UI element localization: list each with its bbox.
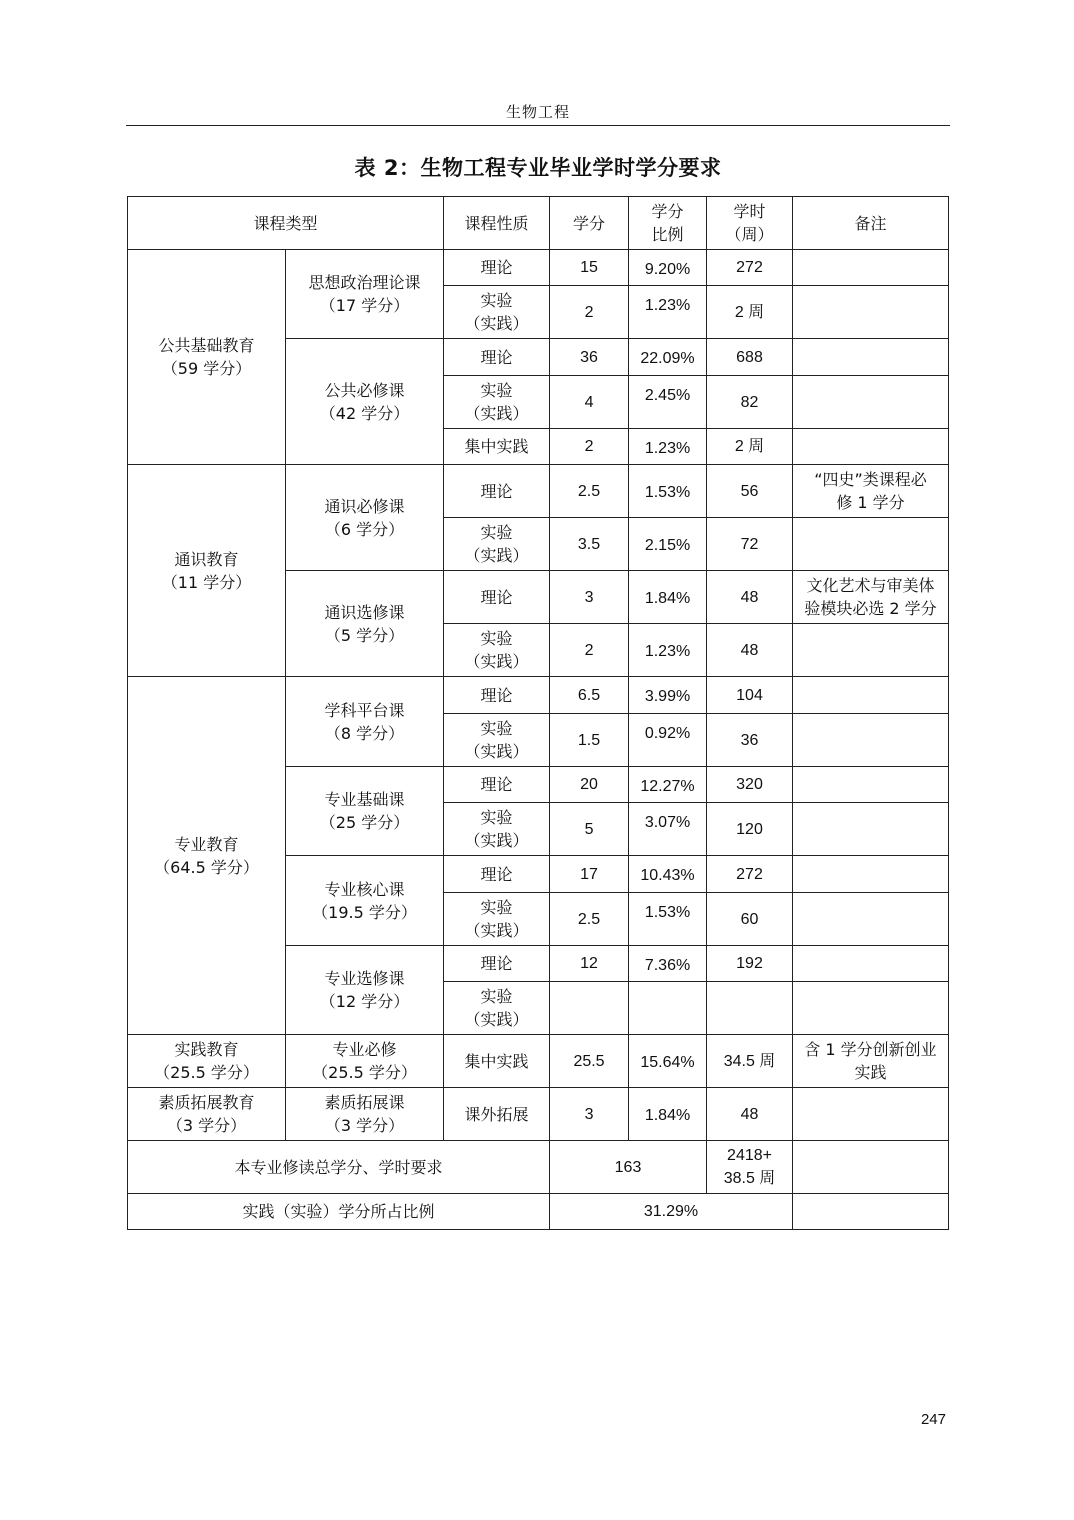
subcategory-practice-required: 专业必修 （25.5 学分）	[286, 1035, 444, 1088]
ratio-cell: 1.84%	[629, 1088, 707, 1141]
running-head: 生物工程	[505, 103, 570, 121]
remarks-cell	[793, 1141, 949, 1194]
remarks-cell: “四史”类课程必 修 1 学分	[793, 465, 949, 518]
subcategory-general-elective: 通识选修课 （5 学分）	[286, 571, 444, 677]
hours-cell: 320	[707, 767, 793, 803]
ratio-cell: 2.15%	[629, 518, 707, 571]
ratio-cell: 1.23%	[629, 429, 707, 465]
hours-cell: 192	[707, 946, 793, 982]
remarks-cell	[793, 250, 949, 286]
credits-cell: 2.5	[550, 893, 629, 946]
ratio-cell: 3.07%	[629, 803, 707, 856]
ratio-cell: 0.92%	[629, 714, 707, 767]
ratio-cell: 2.45%	[629, 376, 707, 429]
ratio-cell: 1.53%	[629, 465, 707, 518]
hours-cell: 688	[707, 339, 793, 376]
remarks-cell	[793, 803, 949, 856]
hours-cell: 2 周	[707, 429, 793, 465]
credit-requirements-table	[127, 196, 949, 1230]
remarks-cell	[793, 518, 949, 571]
credits-cell: 3	[550, 571, 629, 624]
page-number: 247	[920, 1411, 946, 1428]
practice-ratio-value: 31.29%	[550, 1194, 793, 1230]
table-row	[128, 1088, 949, 1141]
hours-cell: 48	[707, 1088, 793, 1141]
remarks-cell	[793, 677, 949, 714]
ratio-cell: 12.27%	[629, 767, 707, 803]
header-credits: 学分	[550, 197, 629, 250]
hours-cell	[707, 982, 793, 1035]
hours-cell: 56	[707, 465, 793, 518]
nature-cell: 实验 （实践）	[444, 286, 550, 339]
header-hours: 学时 （周）	[707, 197, 793, 250]
nature-cell: 课外拓展	[444, 1088, 550, 1141]
header-rule	[126, 125, 950, 126]
header-credit-ratio: 学分 比例	[629, 197, 707, 250]
remarks-cell	[793, 624, 949, 677]
remarks-cell	[793, 714, 949, 767]
nature-cell: 集中实践	[444, 429, 550, 465]
ratio-cell: 1.84%	[629, 571, 707, 624]
nature-cell: 理论	[444, 856, 550, 893]
header-course-nature: 课程性质	[444, 197, 550, 250]
subcategory-major-elective: 专业选修课 （12 学分）	[286, 946, 444, 1035]
hours-cell: 36	[707, 714, 793, 767]
remarks-cell	[793, 856, 949, 893]
remarks-cell	[793, 429, 949, 465]
category-quality: 素质拓展教育 （3 学分）	[128, 1088, 286, 1141]
subcategory-general-required: 通识必修课 （6 学分）	[286, 465, 444, 571]
remarks-cell	[793, 982, 949, 1035]
nature-cell: 实验 （实践）	[444, 893, 550, 946]
credits-cell: 1.5	[550, 714, 629, 767]
nature-cell: 理论	[444, 571, 550, 624]
nature-cell: 理论	[444, 677, 550, 714]
category-major: 专业教育 （64.5 学分）	[128, 677, 286, 1035]
credits-cell: 25.5	[550, 1035, 629, 1088]
credits-cell: 4	[550, 376, 629, 429]
total-label: 本专业修读总学分、学时要求	[128, 1141, 550, 1194]
subcategory-major-core: 专业核心课 （19.5 学分）	[286, 856, 444, 946]
hours-cell: 34.5 周	[707, 1035, 793, 1088]
nature-cell: 集中实践	[444, 1035, 550, 1088]
credits-cell: 3.5	[550, 518, 629, 571]
table-title: 表 2：生物工程专业毕业学时学分要求	[354, 156, 722, 180]
credits-cell: 15	[550, 250, 629, 286]
nature-cell: 理论	[444, 767, 550, 803]
subcategory-ideology: 思想政治理论课 （17 学分）	[286, 250, 444, 339]
remarks-cell	[793, 1088, 949, 1141]
category-practice: 实践教育 （25.5 学分）	[128, 1035, 286, 1088]
remarks-cell: 含 1 学分创新创业 实践	[793, 1035, 949, 1088]
hours-cell: 48	[707, 571, 793, 624]
category-public: 公共基础教育 （59 学分）	[128, 250, 286, 465]
category-general: 通识教育 （11 学分）	[128, 465, 286, 677]
credits-cell: 17	[550, 856, 629, 893]
ratio-cell: 1.53%	[629, 893, 707, 946]
ratio-cell: 1.23%	[629, 286, 707, 339]
nature-cell: 理论	[444, 946, 550, 982]
credits-cell: 2	[550, 429, 629, 465]
hours-cell: 72	[707, 518, 793, 571]
ratio-cell: 15.64%	[629, 1035, 707, 1088]
subcategory-platform: 学科平台课 （8 学分）	[286, 677, 444, 767]
remarks-cell	[793, 1194, 949, 1230]
remarks-cell	[793, 339, 949, 376]
credits-cell	[550, 982, 629, 1035]
practice-ratio-row	[128, 1194, 949, 1230]
subcategory-public-required: 公共必修课 （42 学分）	[286, 339, 444, 465]
hours-cell: 48	[707, 624, 793, 677]
total-row	[128, 1141, 949, 1194]
credits-cell: 3	[550, 1088, 629, 1141]
hours-cell: 82	[707, 376, 793, 429]
subcategory-major-basic: 专业基础课 （25 学分）	[286, 767, 444, 856]
nature-cell: 实验 （实践）	[444, 518, 550, 571]
credits-cell: 2	[550, 286, 629, 339]
subcategory-quality: 素质拓展课 （3 学分）	[286, 1088, 444, 1141]
nature-cell: 实验 （实践）	[444, 376, 550, 429]
practice-ratio-label: 实践（实验）学分所占比例	[128, 1194, 550, 1230]
credits-cell: 12	[550, 946, 629, 982]
nature-cell: 理论	[444, 339, 550, 376]
total-hours: 2418+ 38.5 周	[707, 1141, 793, 1194]
hours-cell: 120	[707, 803, 793, 856]
hours-cell: 272	[707, 250, 793, 286]
hours-cell: 2 周	[707, 286, 793, 339]
ratio-cell: 3.99%	[629, 677, 707, 714]
remarks-cell: 文化艺术与审美体 验模块必选 2 学分	[793, 571, 949, 624]
credits-cell: 5	[550, 803, 629, 856]
ratio-cell: 1.23%	[629, 624, 707, 677]
credits-cell: 20	[550, 767, 629, 803]
remarks-cell	[793, 376, 949, 429]
nature-cell: 实验 （实践）	[444, 803, 550, 856]
credits-cell: 2	[550, 624, 629, 677]
hours-cell: 60	[707, 893, 793, 946]
remarks-cell	[793, 286, 949, 339]
ratio-cell: 7.36%	[629, 946, 707, 982]
nature-cell: 理论	[444, 465, 550, 518]
table-row	[128, 677, 949, 714]
nature-cell: 理论	[444, 250, 550, 286]
ratio-cell: 10.43%	[629, 856, 707, 893]
ratio-cell: 22.09%	[629, 339, 707, 376]
hours-cell: 272	[707, 856, 793, 893]
remarks-cell	[793, 767, 949, 803]
nature-cell: 实验 （实践）	[444, 982, 550, 1035]
nature-cell: 实验 （实践）	[444, 624, 550, 677]
table-row	[128, 250, 949, 286]
remarks-cell	[793, 893, 949, 946]
hours-cell: 104	[707, 677, 793, 714]
ratio-cell	[629, 982, 707, 1035]
credits-cell: 6.5	[550, 677, 629, 714]
remarks-cell	[793, 946, 949, 982]
credits-cell: 36	[550, 339, 629, 376]
nature-cell: 实验 （实践）	[444, 714, 550, 767]
total-credits: 163	[550, 1141, 707, 1194]
credits-cell: 2.5	[550, 465, 629, 518]
header-row	[128, 197, 949, 250]
header-course-type: 课程类型	[128, 197, 444, 250]
table-row	[128, 465, 949, 518]
ratio-cell: 9.20%	[629, 250, 707, 286]
table-row	[128, 1035, 949, 1088]
header-remarks: 备注	[793, 197, 949, 250]
